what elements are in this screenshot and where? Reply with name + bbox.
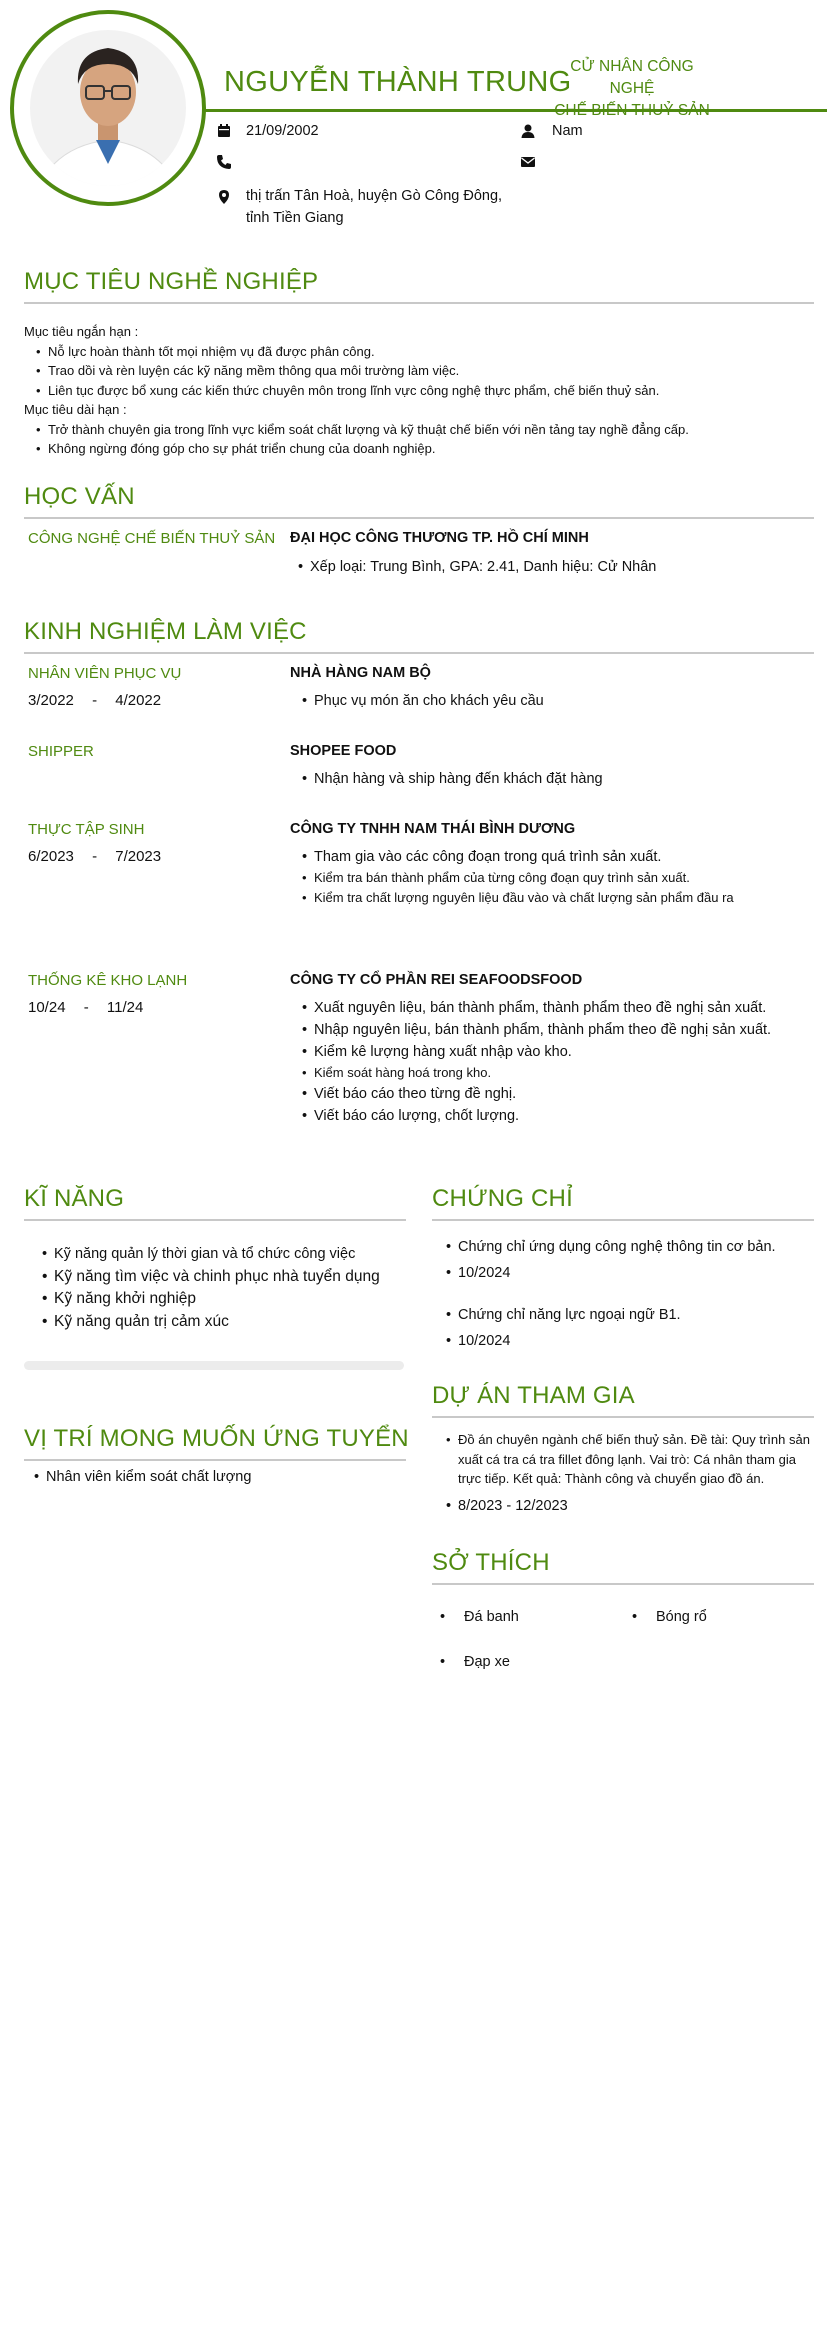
- job-duty: • Kiểm tra chất lượng nguyên liệu đầu vào và chất lượng sản phẩm đầu ra: [300, 888, 734, 908]
- job-date-separator: -: [92, 692, 98, 709]
- objective-divider: [24, 302, 814, 304]
- certificate-entry: [444, 1234, 776, 1286]
- desired-position-divider: [24, 1459, 406, 1461]
- projects-divider: [432, 1416, 814, 1418]
- certificate-date: • 10/2024: [444, 1260, 776, 1286]
- job-duties: [300, 846, 734, 907]
- short-term-item: • Trao dồi và rèn luyện các kỹ năng mềm thông qua môi trường làm việc.: [34, 361, 814, 381]
- job-duties: [300, 997, 771, 1127]
- person-icon: [520, 123, 536, 139]
- address-line1: thị trấn Tân Hoà, huyện Gò Công Đông,: [246, 188, 503, 204]
- envelope-icon: [520, 154, 536, 170]
- certificate-name: • Chứng chỉ ứng dụng công nghệ thông tin cơ bản.: [444, 1234, 776, 1260]
- certificates-heading: CHỨNG CHỈ: [432, 1185, 573, 1212]
- job-role: THỐNG KÊ KHO LẠNH: [28, 972, 188, 989]
- long-term-item: • Không ngừng đóng góp cho sự phát triển chung của doanh nghiệp.: [34, 439, 814, 459]
- desired-position-list: [32, 1466, 251, 1488]
- job-duty: • Phục vụ món ăn cho khách yêu cầu: [300, 690, 544, 712]
- certificate-entry: [444, 1302, 681, 1354]
- map-pin-icon: [216, 189, 232, 205]
- job-duty: • Tham gia vào các công đoạn trong quá trình sản xuất.: [300, 846, 734, 868]
- job-title: [552, 56, 712, 122]
- hobby-item: • Đá banh: [440, 1609, 519, 1625]
- job-end: 11/24: [106, 999, 144, 1016]
- job-duty: • Viết báo cáo theo từng đề nghị.: [300, 1083, 771, 1105]
- skills-list: [40, 1243, 380, 1333]
- skill-item: • Kỹ năng quản lý thời gian và tổ chức công việc: [40, 1243, 380, 1266]
- job-end: 7/2023: [115, 848, 162, 865]
- long-term-item: • Trở thành chuyên gia trong lĩnh vực kiểm soát chất lượng và kỹ thuật chế biến với nền tảng tay nghề đẳng cấp.: [34, 420, 814, 440]
- hobby-label: Đạp xe: [464, 1654, 510, 1670]
- project-description: • Đồ án chuyên ngành chế biến thuỷ sản. Đề tài: Quy trình sản xuất cá tra cá tra fillet đông lạnh. Vai trò: Cá nhân tham gia trực tiếp. Kết quả: Thành công và chuyển giao đồ án.: [444, 1430, 810, 1489]
- job-role: THỰC TẬP SINH: [28, 821, 145, 838]
- hobby-label: Bóng rổ: [656, 1609, 707, 1625]
- header-underline: [205, 109, 827, 112]
- short-term-item: • Liên tục được bổ xung các kiến thức chuyên môn trong lĩnh vực công nghệ thực phẩm, chế biến thuỷ sản.: [34, 381, 814, 401]
- certificate-name: • Chứng chỉ năng lực ngoại ngữ B1.: [444, 1302, 681, 1328]
- job-start: 10/24: [28, 999, 66, 1016]
- job-company: CÔNG TY TNHH NAM THÁI BÌNH DƯƠNG: [290, 821, 576, 837]
- avatar: [10, 10, 206, 206]
- hobby-item: • Đạp xe: [440, 1654, 510, 1670]
- long-term-label: Mục tiêu dài hạn :: [24, 402, 127, 417]
- certificates-divider: [432, 1219, 814, 1221]
- job-start: 3/2022: [28, 692, 74, 709]
- desired-position-item: • Nhân viên kiểm soát chất lượng: [32, 1466, 251, 1488]
- job-role: SHIPPER: [28, 743, 94, 760]
- skill-item: • Kỹ năng khởi nghiệp: [40, 1288, 380, 1311]
- job-duty: • Kiểm soát hàng hoá trong kho.: [300, 1063, 771, 1083]
- job-date-separator: -: [92, 848, 98, 865]
- hobbies-divider: [432, 1583, 814, 1585]
- skills-divider: [24, 1219, 406, 1221]
- job-duty: • Kiểm tra bán thành phẩm của từng công đoạn quy trình sản xuất.: [300, 868, 734, 888]
- address: [246, 185, 502, 229]
- skill-item: • Kỹ năng tìm việc và chinh phục nhà tuyển dụng: [40, 1266, 380, 1289]
- experience-heading: KINH NGHIỆM LÀM VIỆC: [24, 618, 307, 645]
- project-date: • 8/2023 - 12/2023: [444, 1495, 810, 1517]
- skills-bar: [24, 1361, 404, 1370]
- dob-value: 21/09/2002: [246, 123, 319, 139]
- job-duty: • Nhận hàng và ship hàng đến khách đặt hàng: [300, 768, 603, 790]
- job-duty: • Xuất nguyên liệu, bán thành phẩm, thành phẩm theo đề nghị sản xuất.: [300, 997, 771, 1019]
- gender-value: Nam: [552, 123, 583, 139]
- job-duty: • Kiểm kê lượng hàng xuất nhập vào kho.: [300, 1041, 771, 1063]
- job-role: NHÂN VIÊN PHỤC VỤ: [28, 665, 182, 682]
- job-duties: [300, 690, 544, 712]
- experience-divider: [24, 652, 814, 654]
- calendar-icon: [216, 123, 232, 139]
- skill-item: • Kỹ năng quản trị cảm xúc: [40, 1311, 380, 1334]
- job-dates: [28, 692, 161, 709]
- job-title-line2: CHẾ BIẾN THUỶ SẢN: [554, 102, 710, 119]
- job-duty: • Viết báo cáo lượng, chốt lượng.: [300, 1105, 771, 1127]
- short-term-item: • Nỗ lực hoàn thành tốt mọi nhiệm vụ đã được phân công.: [34, 342, 814, 362]
- job-duty: • Nhập nguyên liệu, bán thành phẩm, thành phẩm theo đề nghị sản xuất.: [300, 1019, 771, 1041]
- certificate-date: • 10/2024: [444, 1328, 681, 1354]
- education-heading: HỌC VẤN: [24, 483, 135, 510]
- job-company: NHÀ HÀNG NAM BỘ: [290, 665, 431, 681]
- job-dates: [28, 999, 143, 1016]
- job-title-line1: CỬ NHÂN CÔNG NGHỆ: [570, 58, 694, 97]
- hobbies-heading: SỞ THÍCH: [432, 1549, 550, 1576]
- job-company: CÔNG TY CỔ PHẦN REI SEAFOODSFOOD: [290, 972, 583, 988]
- phone-icon: [216, 154, 232, 170]
- job-duties: [300, 768, 603, 790]
- hobby-label: Đá banh: [464, 1609, 519, 1625]
- education-school: ĐẠI HỌC CÔNG THƯƠNG TP. HỒ CHÍ MINH: [290, 530, 589, 546]
- job-dates: [28, 848, 161, 865]
- job-date-separator: -: [83, 999, 89, 1016]
- hobby-item: • Bóng rổ: [632, 1609, 707, 1625]
- job-end: 4/2022: [115, 692, 162, 709]
- projects-heading: DỰ ÁN THAM GIA: [432, 1382, 635, 1409]
- education-major: CÔNG NGHỆ CHẾ BIẾN THUỶ SẢN: [28, 530, 276, 547]
- education-divider: [24, 517, 814, 519]
- skills-heading: KĨ NĂNG: [24, 1185, 125, 1212]
- job-company: SHOPEE FOOD: [290, 743, 397, 759]
- desired-position-heading: VỊ TRÍ MONG MUỐN ỨNG TUYỂN: [24, 1425, 409, 1452]
- job-start: 6/2023: [28, 848, 74, 865]
- objective-heading: MỤC TIÊU NGHỀ NGHIỆP: [24, 268, 319, 295]
- project-entry: [444, 1430, 810, 1517]
- full-name: NGUYỄN THÀNH TRUNG: [224, 66, 572, 98]
- address-line2: tỉnh Tiền Giang: [246, 210, 344, 226]
- short-term-label: Mục tiêu ngắn hạn :: [24, 324, 139, 339]
- education-detail: • Xếp loại: Trung Bình, GPA: 2.41, Danh hiệu: Cử Nhân: [296, 556, 827, 578]
- objective-body: [24, 322, 814, 459]
